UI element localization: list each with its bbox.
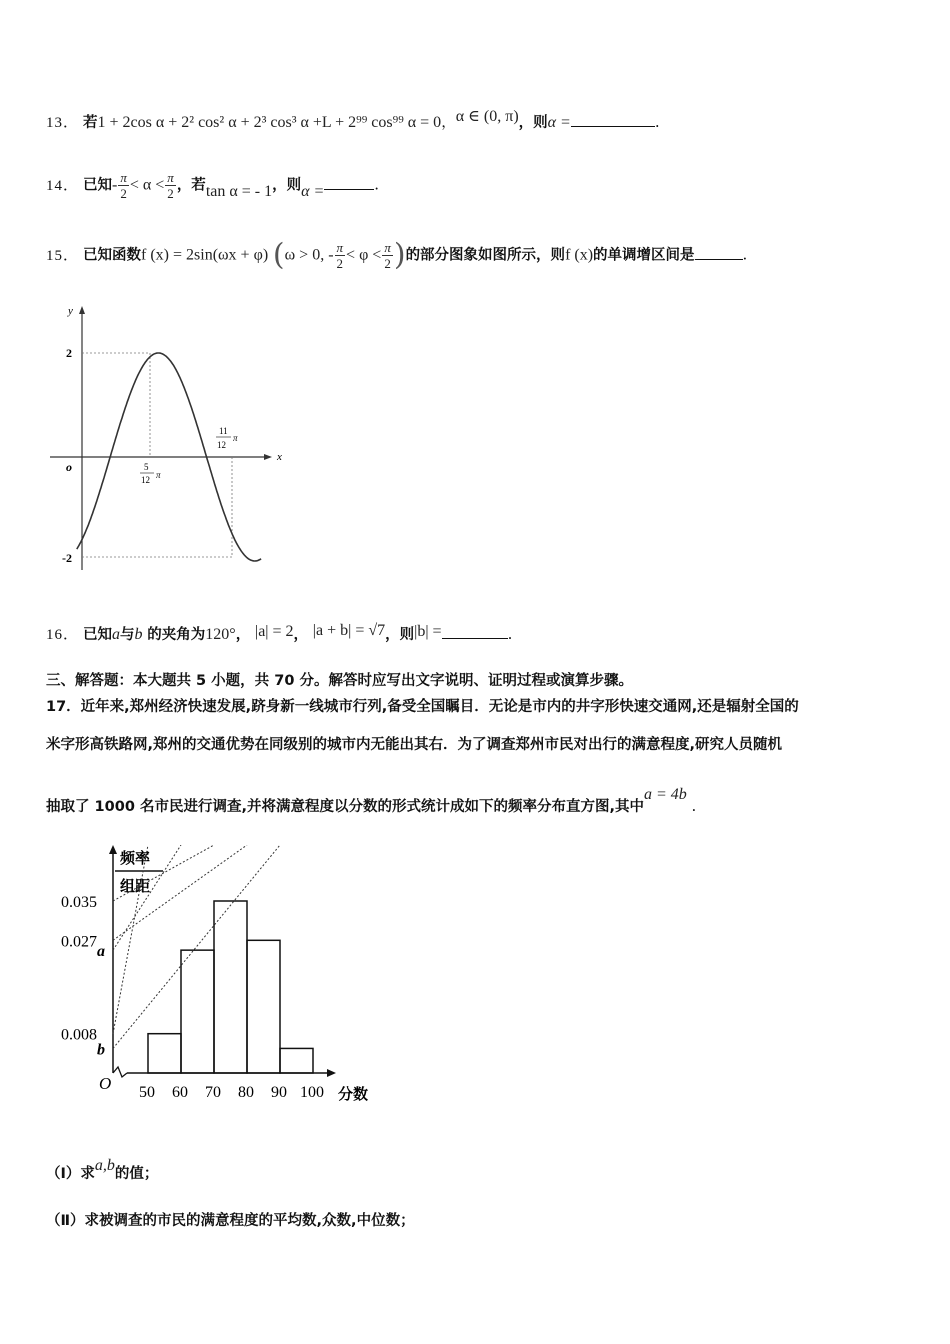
text: ，若 (176, 177, 206, 194)
text: （I）求 (46, 1166, 95, 1182)
hist-y-axis-arrow (109, 845, 117, 854)
ytick-label: 0.035 (61, 894, 97, 911)
trough-den: 12 (217, 440, 226, 450)
part-2: （Ⅱ）求被调查的市民的满意程度的平均数,众数,中位数； (46, 1213, 415, 1229)
ytick-label: a (97, 943, 105, 961)
question-17-line3 (46, 786, 697, 818)
abs-sum-equation: |a + b| = √7 (312, 622, 386, 639)
question-14 (46, 170, 379, 201)
answer-blank[interactable] (695, 245, 743, 260)
variable: α = (301, 182, 325, 200)
text: ，则 (272, 177, 302, 194)
text: 与 (120, 627, 135, 643)
ylabel-bottom: 组距 (120, 877, 151, 895)
variables: a,b (94, 1157, 115, 1174)
question-17-line1: 17．近年来,郑州经济快速发展,跻身新一线城市行列,备受全国瞩目．无论是市内的井字形快速交通网,还是辐射全国的 (46, 699, 799, 715)
hist-origin: O (99, 1074, 112, 1093)
answer-blank[interactable] (442, 624, 508, 639)
ytick-label: 0.008 (61, 1026, 97, 1044)
equation: tan α = - 1 (205, 182, 273, 200)
answer-blank[interactable] (571, 112, 655, 127)
xtick-label: 70 (205, 1084, 221, 1101)
origin-label: o (66, 460, 72, 474)
peak-den: 12 (141, 475, 150, 485)
xtick-label: 50 (139, 1084, 155, 1101)
part-1 (46, 1157, 159, 1185)
condition: < φ < (346, 246, 382, 264)
abs-b-equation: |b| = (414, 623, 442, 640)
fraction: $\frac{\pi}{2}$ (120, 170, 127, 201)
answer-blank[interactable] (324, 175, 374, 190)
trough-num: 11 (219, 426, 228, 436)
fraction: $\frac{\pi}{2}$ (167, 170, 174, 201)
inequality: < α < (129, 176, 165, 194)
y-axis-arrow (79, 306, 85, 314)
text: 已知 (83, 177, 113, 194)
fraction: $\frac{\pi}{2}$ (336, 240, 344, 271)
question-13: 13． 若1 + 2cos α + 2² cos² α + 2³ cos³ α +L + 2⁹⁹ cos⁹⁹ α = 0，α ∈ (0, π)，则α = . (46, 108, 660, 131)
ytick-guide (113, 845, 151, 1034)
frequency-histogram (55, 845, 385, 1110)
question-number: 16． (46, 627, 80, 643)
peak-num: 5 (144, 462, 149, 472)
fraction: $\frac{\pi}{2}$ (384, 240, 391, 271)
text: 若 (83, 115, 98, 131)
text: 的值； (114, 1166, 159, 1182)
abs-a-equation: |a| = 2 (254, 623, 294, 640)
histogram-bar (280, 1048, 313, 1073)
peak-pi: π (156, 470, 161, 480)
minus-sign: - (112, 176, 118, 194)
xtick-label: 100 (300, 1084, 324, 1101)
period: . (374, 175, 380, 194)
text: ，则 (385, 627, 415, 643)
text: 已知 (83, 627, 113, 643)
text: 抽取了 1000 名市民进行调查,并将满意程度以分数的形式统计成如下的频率分布直方图,其中 (46, 799, 644, 815)
question-number: 15． (46, 247, 80, 264)
text: 的单调增区间是 (593, 247, 695, 264)
sine-graph (40, 300, 290, 580)
section-heading: 三、解答题：本大题共 5 小题，共 70 分。解答时应写出文字说明、证明过程或演算步骤。 (46, 673, 633, 689)
y-max-label: 2 (66, 346, 72, 360)
ylabel-top: 频率 (120, 849, 151, 867)
histogram-bar (181, 950, 214, 1073)
period: . (654, 113, 660, 131)
xtick-label: 90 (271, 1084, 287, 1101)
ytick-guide (113, 845, 280, 1048)
trough-pi: π (233, 433, 238, 443)
x-axis-arrow (264, 454, 272, 460)
text: 的夹角为 (147, 627, 206, 643)
hist-xlabel: 分数 (338, 1085, 369, 1103)
variable: α = (547, 114, 571, 131)
question-17-line2: 米字形高铁路网,郑州的交通优势在同级别的城市内无能出其右．为了调查郑州市民对出行的满意程度,研究人员随机 (46, 737, 783, 753)
histogram-bar (148, 1034, 181, 1073)
axis-break (113, 1067, 127, 1077)
vector-b: b (134, 626, 143, 643)
question-15: 15． 已知函数f (x) = 2sin(ωx + φ) (ω > 0, - $\frac{\pi}{2}$ < φ < $\frac{\pi}{2}$ )的部分图象如图所示，则f (x)的单调增区间是 . (46, 237, 748, 273)
y-axis-label: y (68, 305, 73, 317)
y-min-label: -2 (62, 551, 72, 565)
question-number: 13． (46, 115, 80, 131)
function-expression: f (x) = 2sin(ωx + φ) (141, 246, 269, 264)
text: 的部分图象如图所示，则 (405, 247, 566, 264)
histogram-bar (214, 901, 247, 1073)
comma: ， (293, 627, 309, 643)
text: 已知函数 (83, 247, 142, 264)
period: . (507, 625, 513, 643)
x-axis-label: x (277, 451, 282, 463)
condition: α ∈ (0, π) (455, 108, 519, 125)
math-expression: 1 + 2cos α + 2² cos² α + 2³ cos³ α +L + 2⁹⁹ cos⁹⁹ α = 0 (97, 114, 442, 131)
question-number: 14． (46, 177, 80, 194)
condition: a = 4b (643, 786, 687, 803)
xtick-label: 60 (172, 1084, 188, 1101)
ytick-label: 0.027 (61, 933, 97, 951)
histogram-bar (247, 940, 280, 1073)
text: ，则 (518, 115, 548, 131)
period: . (742, 245, 748, 264)
question-16 (46, 623, 512, 646)
condition: ω > 0, - (284, 246, 334, 264)
xtick-label: 80 (238, 1084, 254, 1101)
function-name: f (x) (565, 246, 594, 264)
hist-x-axis-arrow (327, 1069, 336, 1077)
ytick-label: b (97, 1041, 105, 1059)
comma: ， (235, 627, 251, 643)
vector-a: a (112, 626, 121, 643)
period: . (691, 797, 697, 815)
angle-value: 120° (205, 626, 236, 643)
